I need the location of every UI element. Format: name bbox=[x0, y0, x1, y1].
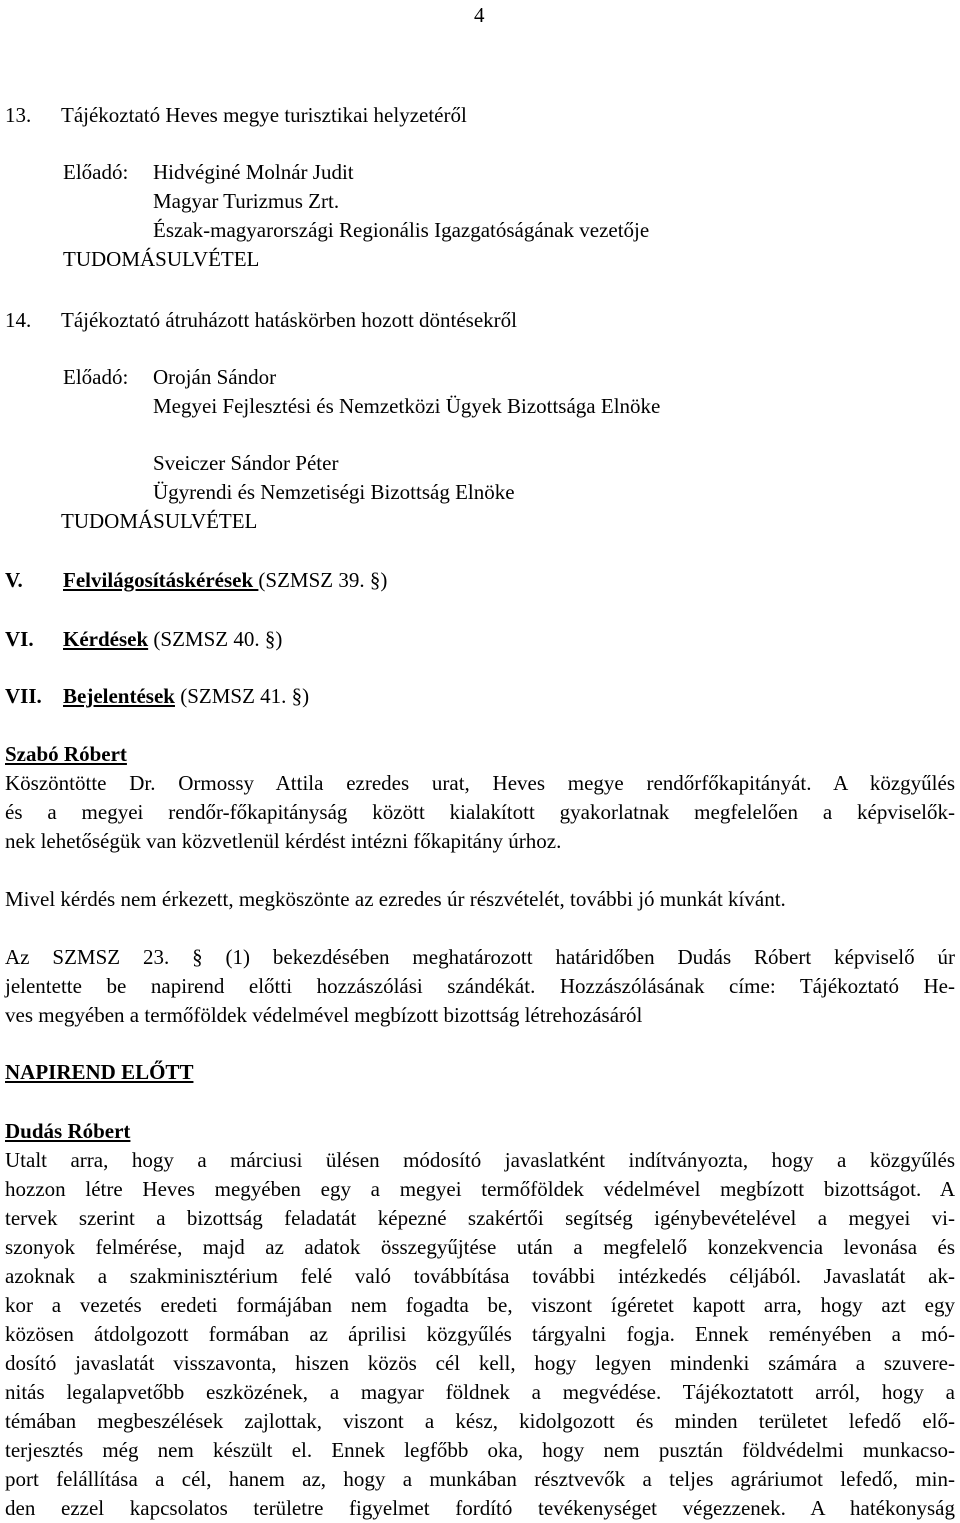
presenter-name: Sveiczer Sándor Péter bbox=[153, 451, 339, 475]
item-title: Tájékoztató Heves megye turisztikai helyzetéről bbox=[61, 103, 467, 127]
text-line: kor a vezetés eredeti formájában nem fogadta be, viszont ígéretet kapott arra, hogy azt egy bbox=[5, 1293, 955, 1317]
text-line: port felállítása a cél, hanem az, hogy a munkában résztvevők a teljes agráriumot lefedő, min- bbox=[5, 1467, 955, 1491]
text-line: témában megbeszélések zajlottak, viszont a kész, kidolgozott és minden területet lefedő elő- bbox=[5, 1409, 955, 1433]
section-title: Kérdések bbox=[63, 627, 149, 651]
section-numeral: VII. bbox=[5, 684, 42, 708]
text-line: azoknak a szakminisztérium felé való továbbítása további intézkedés céljából. Javaslatát ak- bbox=[5, 1264, 955, 1288]
presenter-role: Észak-magyarországi Regionális Igazgatóságának vezetője bbox=[153, 218, 650, 242]
presenter-label: Előadó: bbox=[63, 160, 129, 184]
presenter-label: Előadó: bbox=[63, 365, 129, 389]
item-title: Tájékoztató átruházott hatáskörben hozott döntésekről bbox=[61, 308, 518, 332]
paragraph: Mivel kérdés nem érkezett, megköszönte az ezredes úr részvételét, további jó munkát kívánt. bbox=[5, 887, 786, 911]
text-line: den ezzel kapcsolatos területre figyelmet fordító tevékenységet végezzenek. A hatékonyság bbox=[5, 1496, 955, 1520]
presenter-name: Oroján Sándor bbox=[153, 365, 277, 389]
presenter-org: Magyar Turizmus Zrt. bbox=[153, 189, 340, 213]
text-line: Az SZMSZ 23. § (1) bekezdésében meghatározott határidőben Dudás Róbert képviselő úr bbox=[5, 945, 955, 969]
section-heading bbox=[63, 625, 282, 654]
section-numeral: V. bbox=[5, 568, 23, 592]
decision: TUDOMÁSULVÉTEL bbox=[63, 247, 260, 271]
text-line: Köszöntötte Dr. Ormossy Attila ezredes urat, Heves megye rendőrfőkapitányát. A közgyűlés bbox=[5, 771, 955, 795]
section-heading bbox=[63, 566, 387, 595]
text-line: nek lehetőségük van közvetlenül kérdést intézni főkapitány úrhoz. bbox=[5, 829, 562, 853]
text-line: terjesztés még nem készült el. Ennek legfőbb oka, hogy nem pusztán földvédelmi munkacso- bbox=[5, 1438, 955, 1462]
page-number: 4 bbox=[474, 3, 485, 27]
text-line: jelentette be napirend előtti hozzászólási szándékát. Hozzászólásának címe: Tájékoztató He- bbox=[5, 974, 955, 998]
paragraph bbox=[5, 943, 955, 1030]
text-line: hozzon létre Heves megyében egy a megyei termőföldek védelmével megbízott bizottságot. A bbox=[5, 1177, 955, 1201]
speaker-name: Szabó Róbert bbox=[5, 742, 127, 766]
speaker-name: Dudás Róbert bbox=[5, 1119, 131, 1143]
section-heading bbox=[63, 682, 309, 711]
item-number: 14. bbox=[5, 308, 32, 332]
presenter-role: Ügyrendi és Nemzetiségi Bizottság Elnöke bbox=[153, 480, 515, 504]
item-number: 13. bbox=[5, 103, 32, 127]
section-heading: NAPIREND ELŐTT bbox=[5, 1060, 194, 1084]
section-title: Bejelentések bbox=[63, 684, 175, 708]
section-numeral: VI. bbox=[5, 627, 34, 651]
decision: TUDOMÁSULVÉTEL bbox=[61, 509, 258, 533]
text-line: dosító javaslatát visszavonta, hiszen közös cél kell, hogy legyen mindenki számára a szuvere- bbox=[5, 1351, 955, 1375]
section-title: Felvilágosításkérések bbox=[63, 568, 259, 592]
text-line: ves megyében a termőföldek védelmével megbízott bizottság létrehozásáról bbox=[5, 1003, 643, 1027]
text-line: Utalt arra, hogy a márciusi ülésen módosító javaslatként indítványozta, hogy a közgyűlés bbox=[5, 1148, 955, 1172]
text-line: szonyok felmérése, majd az adatok összegyűjtése után a megfelelő konzekvencia levonása és bbox=[5, 1235, 955, 1259]
section-ref: (SZMSZ 40. §) bbox=[148, 627, 283, 651]
text-line: közösen átdolgozott formában az áprilisi közgyűlés tárgyalni fogja. Ennek reményében a mó- bbox=[5, 1322, 955, 1346]
presenter-role: Megyei Fejlesztési és Nemzetközi Ügyek Bizottsága Elnöke bbox=[153, 394, 661, 418]
text-line: tervek szerint a bizottság feladatát képezné szakértői segítség igénybevételével a megyei vi- bbox=[5, 1206, 955, 1230]
speaker-paragraph bbox=[5, 769, 955, 856]
section-ref: (SZMSZ 39. §) bbox=[258, 568, 388, 592]
presenter-name: Hidvéginé Molnár Judit bbox=[153, 160, 354, 184]
speaker-paragraph bbox=[5, 1146, 955, 1523]
text-line: és a megyei rendőr-főkapitányság között kialakított gyakorlatnak megfelelően a képviselők- bbox=[5, 800, 955, 824]
text-line: nitás legalapvetőbb eszközének, a magyar földnek a megvédése. Tájékoztatott arról, hogy a bbox=[5, 1380, 955, 1404]
section-ref: (SZMSZ 41. §) bbox=[174, 684, 310, 708]
